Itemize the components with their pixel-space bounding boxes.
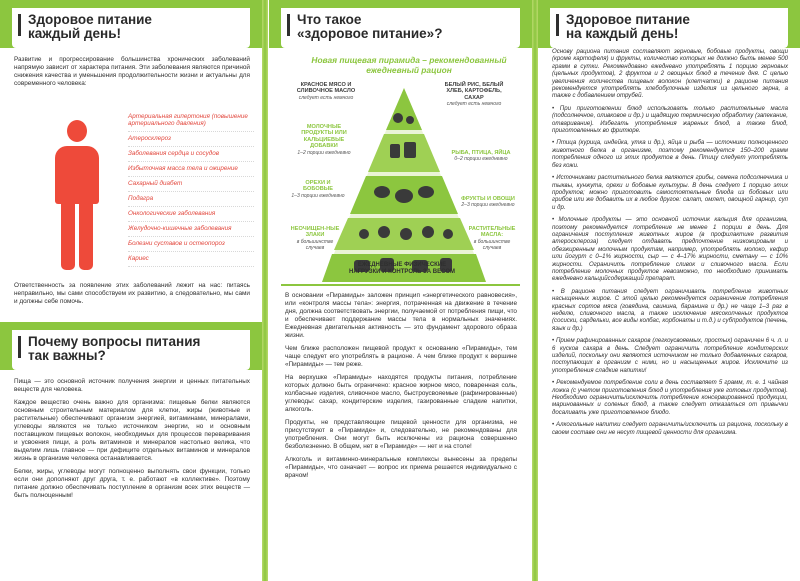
paragraph: • Рекомендуемое потребление соли в день составляет 5 грамм, т. е. 1 чайная ложка (с учетом приготовления блюд и употребления уже готовых продуктов). Необходимо ограничить/исключить потребление консервированной продукции, маринованных и соленых блюд, а также следует отказаться от привычки досаливать уже приготовленное блюдо. (552, 379, 788, 416)
label-sub: 2–3 порции ежедневно (461, 202, 515, 209)
title-line-2: на каждый день! (566, 26, 679, 41)
disease-item: Болезни суставов и остеопороз (128, 237, 254, 252)
header-stripe-1 (18, 14, 21, 36)
pyramid-label-white-rice (437, 82, 511, 108)
pyramid-label-red-meat (291, 82, 361, 101)
paragraph: • Алкогольные напитки следует ограничить/исключить из рациона, поскольку в своем составе они не несут пищевой ценности для организма. (552, 421, 788, 436)
paragraph: • При приготовлении блюд использовать только растительные масла (подсолнечное, оливковое и др.) и щадящую термическую обработку (запекание, отваривание). Избегать употребления жареных блюд, а также блюд, приготовленных во фритюре. (552, 104, 788, 135)
paragraph: • Источниками растительного белка являются грибы, семена подсолнечника и тыквы, кунжута, орехи и бобовые культуры. В день следует 1 порцию этих продуктов; можно приготовить самостоятельные блюда из бобовых или грибов или же добавить их в любое другое: салат, омлет, овощной гарнир, суп и др. (552, 174, 788, 211)
header-stripe-4 (556, 14, 559, 36)
label-sub: 1–2 порции ежедневно (297, 149, 351, 156)
title-line-1: Что такое (297, 12, 362, 27)
intro-paragraph: Развитие и прогрессирование большинства хронических заболеваний напрямую зависит от характера питания. Эти заболевания являются причиной снижения качества и уменьшения продолжительности жизни и актуальны для современного человека: (14, 56, 250, 87)
label-name: ФРУКТЫ И ОВОЩИ (461, 196, 515, 202)
title-line-1: Почему вопросы питания (28, 334, 201, 349)
paragraph: • Птица (курица, индейка, утка и др.), яйца и рыба — источники полноценного животного белка в организме, поэтому рекомендуется 150–200 грамм потребления одного из этих продуктов в день. Птицу следует употреблять без кожи. (552, 139, 788, 169)
label-sub: 0–2 порции ежедневно (454, 156, 508, 163)
label-name: РЫБА, ПТИЦА, ЯЙЦА (451, 150, 511, 156)
right-panel (538, 0, 800, 581)
section-title-healthy-each-day (566, 13, 790, 41)
disease-item: Кариес (128, 252, 254, 267)
disease-item: Желудочно-кишечные заболевания (128, 222, 254, 237)
paragraph: • В рационе питания следует ограничивать потребление животных насыщенных жиров. С этой целью рекомендуется ограничение потребления красных сортов мяса (говядина, свинина, баранина и др.) не чаще 1–3 раз в неделю, сливочного масла, а также исключение мясокопченых продуктов (сосиски, сардельки, все виды колбас, корбонаты и т.д.) и субпродуктов (печень, язык и др.) (552, 287, 789, 332)
paragraph: Чем ближе расположен пищевой продукт к основанию «Пирамиды», тем чаще следует его употреблять в рационе. А чем ближе продукт к вершине «Пирамиды» — тем реже. (285, 345, 517, 368)
responsibility-paragraph: Ответственность за появление этих заболеваний лежит на нас: питаясь неправильно, мы сами способствуем их развитию, а следовательно, мы сами и должны себе помочь. (14, 282, 250, 305)
pyramid-base-label: ЕЖЕДНЕВНЫЕ ФИЗИЧЕСКИЕ НАГРУЗКИ И КОНТРОЛЬ ЗА ВЕСОМ (348, 262, 455, 275)
disease-item: Онкологические заболевания (128, 207, 254, 222)
paragraph: • Прием рафинированных сахаров (легкоусвояемых, простых) ограничен 6 ч. л. и 6 кусков сахара в день. Следует ограничить потребление кондитерских изделий, поскольку они являются источником не только добавленных сахаров, поступающих в организм с ними, но и насыщенных жиров. Исключите из употребления сладкие напитки! (552, 337, 788, 374)
recommendations-text (552, 48, 788, 441)
paragraph: Основу рациона питания составляют зерновые, бобовые продукты, овощи (кроме картофеля) и фрукты, количество которых не должно быть менее 500 грамм в сутки. Рекомендовано ежедневно употреблять 1 порцию зерновых (цельных продуктов), 2 фруктов и 2 овощных блюд в течение дня. С целью увеличения количества пищевых волокон (клетчатки) в рационе питания рекомендуется употреблять хлебобулочные изделия из цельного зерна, а также с добавлением отрубей. (552, 48, 788, 100)
disease-item: Артериальная гипертония (повышение артериального давления) (128, 110, 254, 132)
diseases-list (128, 110, 254, 267)
disease-item: Избыточная масса тела и ожирение (128, 162, 254, 177)
middle-panel (269, 0, 532, 581)
label-sub: в большинстве случаев (473, 238, 511, 252)
label-sub: следует есть немного (446, 101, 502, 108)
title-line-1: Здоровое питание (566, 12, 690, 27)
paragraph: • Молочные продукты — это основной источник кальция для организма, поэтому рекомендуется потребление не менее 1 порции в день. Для ограничения поступления животных жиров (в профилактике развития атеросклероза) следует отдавать предпочтение низкожировым и обезжиренным молочным продуктам, например, употреблять молоко, кефир или йогурт с 0–1% жирности, сыр — с 4–17% жирности, сметану — с 10% жирности. Ограничить потребление сливок и сливочного масла. Если потребление молочных продуктов невозможно, то необходимо принимать ежедневно кальцийсодержащий препарат. (552, 216, 788, 283)
label-name: БЕЛЫЙ РИС, БЕЛЫЙ ХЛЕБ, КАРТОФЕЛЬ, САХАР (444, 82, 504, 101)
section-title-why-nutrition-matters (28, 335, 252, 363)
paragraph: Каждое вещество очень важно для организма: пищевые белки являются основным строительным материалом для клетки, жиры (животные и растительные) обеспечивают организм энергией, витаминами, минералами, углеводы являются не только источником энергии, но и основным поставщиком пищевых волокон, необходимых для процессов переваривания и усвоения пищи, а роль витаминов и минералов настолько велика, что выделим лишь главное — при дефиците отдельных витаминов и минералов жизнь в организме человека останавливается. (14, 399, 250, 462)
disease-item: Сахарный диабет (128, 177, 254, 192)
title-line-2: каждый день! (28, 26, 122, 41)
paragraph: На верхушке «Пирамиды» находятся продукты питания, потребление которых должно быть ограничено: красное жирное мясо, поваренная соль, колбасные изделия, сливочное масло, быстроусвояемые (рафинированные) углеводы: сахар, кондитерские изделия, газированные сладкие напитки, алкоголь. (285, 374, 517, 413)
paragraph: В основании «Пирамиды» заложен принцип «энергетического равновесия», или «контроля массы тела»: энергия, потраченная на движение в течение дня, должна соответствовать энергии, получаемой от потребления пищи, что и обеспечивает поддержание массы тела в нормальных значениях. Ежедневная двигательная активность — это фундамент здорового образа жизни. (285, 292, 517, 339)
label-name: МОЛОЧНЫЕ ПРОДУКТЫ ИЛИ КАЛЬЦИЕВЫЕ ДОБАВКИ (301, 124, 347, 150)
header-stripe-3 (287, 14, 290, 36)
pyramid-label-plant-oils (465, 226, 519, 252)
panel-fold (262, 0, 268, 581)
pyramid-label-nuts (291, 180, 345, 199)
pyramid-label-fruits (461, 196, 515, 209)
pyramid-label-whole-grains (289, 226, 341, 252)
divider (281, 284, 520, 286)
paragraph: Белки, жиры, углеводы могут полноценно выполнять свои функции, только если они дополняют друг друга, т. е. работают «в коллективе». Поэтому питание должно обеспечивать поступление в организм всех этих веществ — быть полноценным! (14, 468, 250, 499)
disease-item: Подагра (128, 192, 254, 207)
human-figure-icon (55, 120, 99, 280)
paragraph: Пища — это основной источник получения энергии и ценных питательных веществ для человека. (14, 378, 250, 393)
header-stripe-2 (18, 336, 21, 358)
title-line-1: Здоровое питание (28, 12, 152, 27)
label-name: НЕОЧИЩЕН-НЫЕ ЗЛАКИ (290, 226, 340, 239)
left-panel (0, 0, 262, 581)
pyramid-title: Новая пищевая пирамида – рекомендованный ежедневный рацион (311, 55, 507, 75)
why-nutrition-text (14, 378, 250, 505)
paragraph: Продукты, не представляющие пищевой ценности для организма, не присутствуют в «Пирамиде» и, следовательно, не рекомендованы для употребления. Они могут быть исключены из рациона совершенно безболезненно. В общем, нет в «Пирамиде» — нет и на столе! (285, 419, 517, 450)
label-name: РАСТИТЕЛЬНЫЕ МАСЛА: (468, 226, 516, 239)
label-sub: в большинстве случаев (296, 238, 334, 252)
disease-item: Заболевания сердца и сосудов (128, 147, 254, 162)
title-line-2: «здоровое питание»? (297, 26, 443, 41)
pyramid-explanation-text (285, 292, 517, 485)
label-sub: следует есть немного (298, 94, 354, 101)
label-name: КРАСНОЕ МЯСО И СЛИВОЧНОЕ МАСЛО (296, 82, 356, 95)
pyramid-label-dairy (291, 124, 357, 156)
disease-item: Атеросклероз (128, 132, 254, 147)
label-name: ОРЕХИ И БОБОВЫЕ (303, 180, 333, 193)
section-title-healthy-every-day (28, 13, 252, 41)
label-sub: 1–3 порции ежедневно (291, 192, 345, 199)
pyramid-label-fish (451, 150, 511, 163)
title-line-2: так важны? (28, 348, 106, 363)
paragraph: Алкоголь и витаминно-минеральные комплексы вынесены за пределы «Пирамиды», что означает — вопрос их приема решается индивидуально с врачом! (285, 456, 517, 479)
section-title-what-is-healthy-eating (297, 13, 522, 41)
